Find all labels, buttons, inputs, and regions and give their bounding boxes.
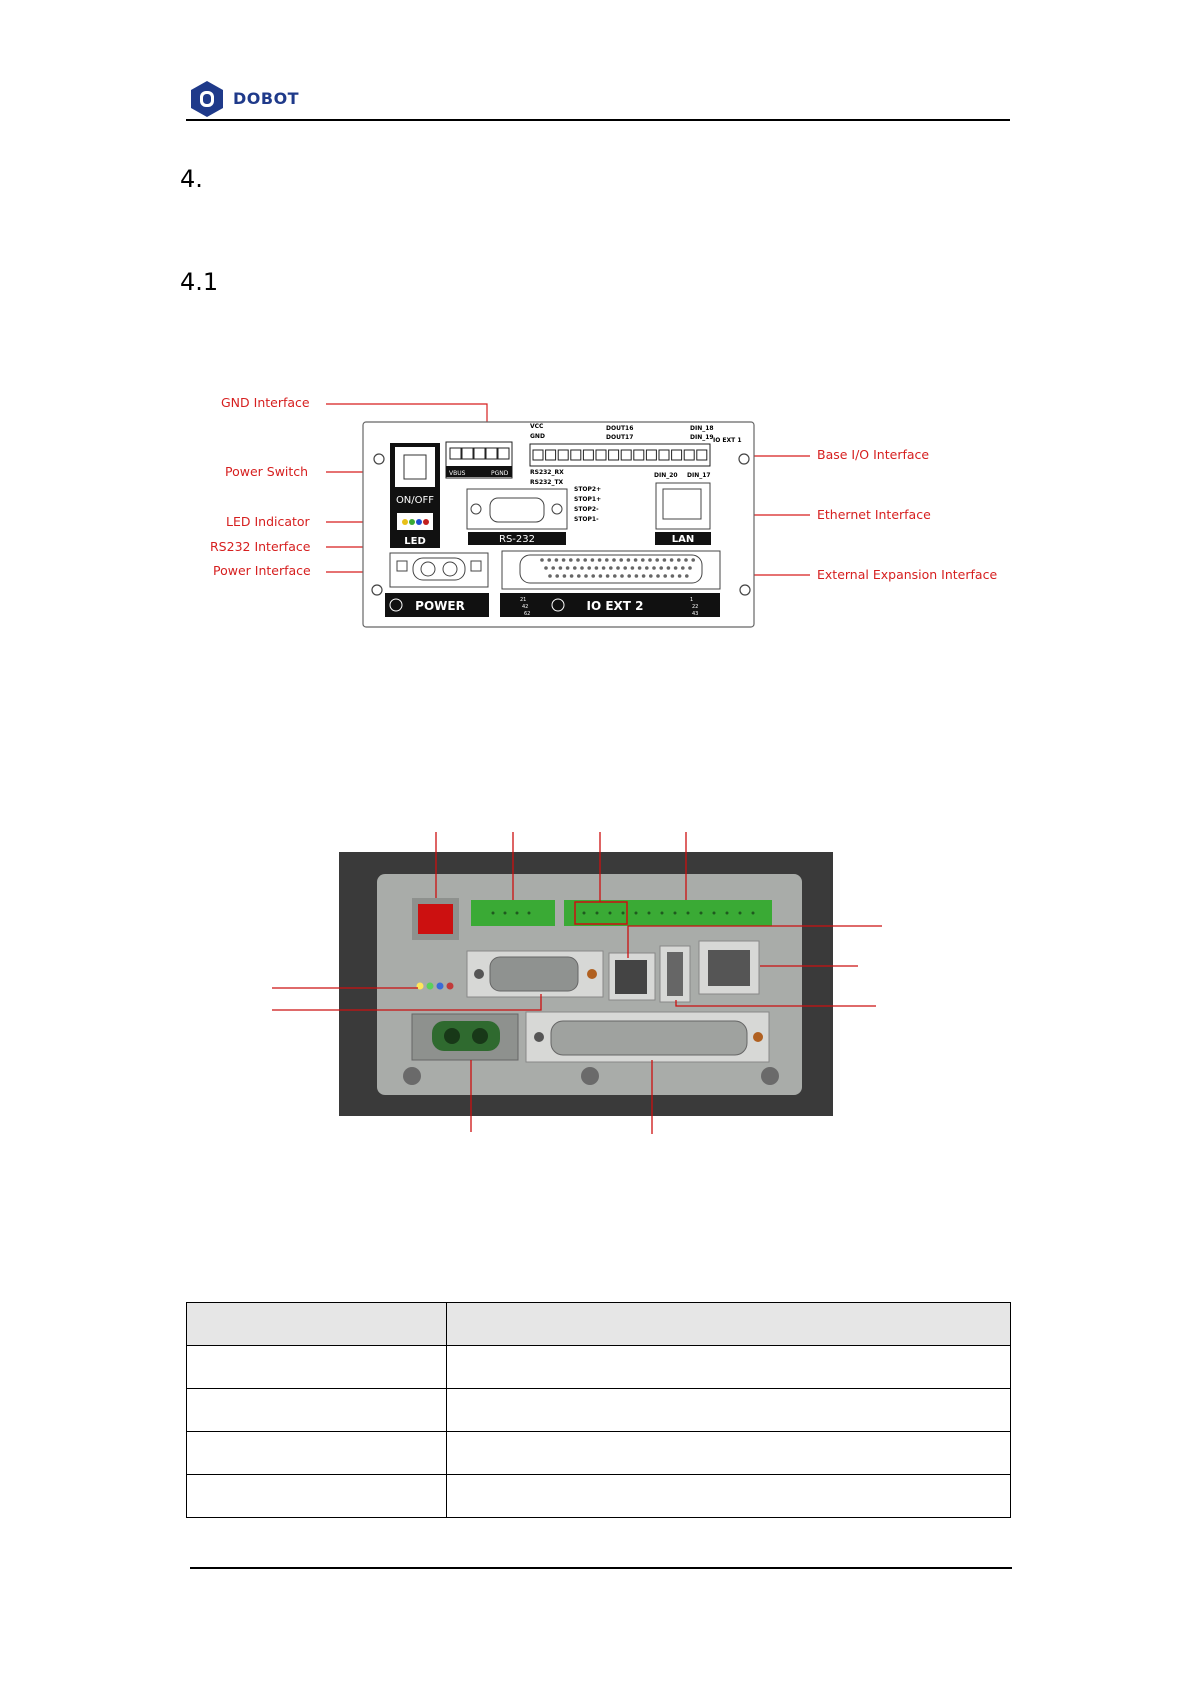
db-pin <box>634 558 638 562</box>
pin21-text: 21 <box>520 597 527 603</box>
table-cell <box>187 1346 447 1389</box>
db-pin <box>623 566 627 570</box>
footer-rule <box>190 1567 1012 1569</box>
table-cell <box>447 1389 1011 1432</box>
db-pin <box>612 558 616 562</box>
interface-table <box>186 1302 1011 1518</box>
terminal-hole <box>700 912 703 915</box>
db-pin <box>577 574 581 578</box>
db-pin <box>648 558 652 562</box>
db-pin <box>591 558 595 562</box>
interface-panel-diagram <box>0 0 1191 640</box>
terminal-hole <box>739 912 742 915</box>
db-pin <box>563 574 567 578</box>
db-pin <box>540 558 544 562</box>
db-pin <box>663 558 667 562</box>
db-pin <box>613 574 617 578</box>
ioext2-text: IO EXT 2 <box>586 599 644 613</box>
table-cell <box>187 1475 447 1518</box>
terminal-hole <box>492 912 495 915</box>
rs232rx-text: RS232_RX <box>530 469 564 476</box>
db-pin <box>681 566 685 570</box>
db-pin <box>583 558 587 562</box>
label-power-switch: Power Switch <box>225 464 309 479</box>
table-cell <box>447 1432 1011 1475</box>
db-pin <box>569 558 573 562</box>
db-pin <box>587 566 591 570</box>
db-pin <box>627 574 631 578</box>
table-cell <box>187 1389 447 1432</box>
db-pin <box>616 566 620 570</box>
brand-name: DOBOT <box>233 89 300 108</box>
terminal-hole <box>635 912 638 915</box>
table-cell <box>447 1303 1011 1346</box>
led-text: LED <box>404 536 426 547</box>
db-pin <box>551 566 555 570</box>
db-pin <box>598 558 602 562</box>
gnd-text: GND <box>530 433 545 440</box>
db-pin <box>580 566 584 570</box>
db-pin <box>599 574 603 578</box>
din20-text: DIN_20 <box>654 472 678 479</box>
din19-text: DIN_19 <box>690 434 714 441</box>
db-pin <box>544 566 548 570</box>
db-pin <box>631 566 635 570</box>
terminal-hole <box>622 912 625 915</box>
table-row <box>187 1346 1011 1389</box>
table-cell <box>187 1303 447 1346</box>
db-pin <box>655 558 659 562</box>
db-pin <box>667 566 671 570</box>
onoff-text: ON/OFF <box>395 495 435 506</box>
label-rs232-interface: RS232 Interface <box>210 539 311 554</box>
db-pin <box>674 566 678 570</box>
terminal-hole <box>752 912 755 915</box>
table-row <box>187 1475 1011 1518</box>
db-pin <box>670 558 674 562</box>
pin62-text: 62 <box>524 611 531 617</box>
section-heading-4-1: 4.1 <box>180 268 219 296</box>
section-heading-4: 4. <box>180 165 203 193</box>
table-cell <box>447 1475 1011 1518</box>
terminal-hole <box>504 912 507 915</box>
db-pin <box>547 558 551 562</box>
stop1p-text: STOP1+ <box>574 496 602 503</box>
table-cell <box>187 1432 447 1475</box>
db-pin <box>548 574 552 578</box>
terminal-hole <box>687 912 690 915</box>
db-pin <box>659 566 663 570</box>
db-pin <box>562 558 566 562</box>
pin1-text: 1 <box>690 597 694 603</box>
table-row <box>187 1432 1011 1475</box>
db-pin <box>627 558 631 562</box>
db-pin <box>663 574 667 578</box>
db-pin <box>606 574 610 578</box>
terminal-hole <box>674 912 677 915</box>
db-pin <box>678 574 682 578</box>
label-led-indicator: LED Indicator <box>226 514 310 529</box>
terminal-hole <box>596 912 599 915</box>
rs232-text: RS-232 <box>499 534 535 545</box>
pin42-text: 42 <box>522 604 529 610</box>
db-pin <box>591 574 595 578</box>
label-external-expansion-interface: External Expansion Interface <box>817 567 998 582</box>
terminal-hole <box>583 912 586 915</box>
label-ethernet-interface: Ethernet Interface <box>817 507 931 522</box>
ioext1-text: IO EXT 1 <box>713 437 742 444</box>
power-text: POWER <box>415 599 465 613</box>
terminal-hole <box>609 912 612 915</box>
label-base-io-interface: Base I/O Interface <box>817 447 930 462</box>
terminal-hole <box>528 912 531 915</box>
db-pin <box>573 566 577 570</box>
vbus-text: VBUS <box>449 470 466 477</box>
db-pin <box>576 558 580 562</box>
terminal-hole <box>726 912 729 915</box>
db-pin <box>652 566 656 570</box>
db-pin <box>609 566 613 570</box>
db-pin <box>584 574 588 578</box>
db-pin <box>649 574 653 578</box>
db-pin <box>555 574 559 578</box>
db-pin <box>555 558 559 562</box>
db-pin <box>685 574 689 578</box>
table-row <box>187 1389 1011 1432</box>
vcc-text: VCC <box>530 423 544 430</box>
pin43-text: 43 <box>692 611 699 617</box>
pin22-text: 22 <box>692 604 699 610</box>
rs232tx-text: RS232_TX <box>530 479 564 486</box>
table-cell <box>447 1346 1011 1389</box>
terminal-hole <box>713 912 716 915</box>
db-pin <box>677 558 681 562</box>
db-pin <box>688 566 692 570</box>
terminal-hole <box>516 912 519 915</box>
din18-text: DIN_18 <box>690 425 714 432</box>
db-pin <box>619 558 623 562</box>
db-pin <box>602 566 606 570</box>
db-pin <box>671 574 675 578</box>
controller-panel-photo <box>0 820 1191 1140</box>
db-pin <box>595 566 599 570</box>
lan-text: LAN <box>671 534 695 545</box>
db-pin <box>641 558 645 562</box>
stop2p-text: STOP2+ <box>574 486 602 493</box>
pgnd-text: PGND <box>491 470 509 477</box>
db-pin <box>570 574 574 578</box>
db-pin <box>638 566 642 570</box>
db-pin <box>691 558 695 562</box>
db-pin <box>656 574 660 578</box>
table-header-row <box>187 1303 1011 1346</box>
db-pin <box>645 566 649 570</box>
label-power-interface: Power Interface <box>213 563 311 578</box>
terminal-hole <box>661 912 664 915</box>
dout16-text: DOUT16 <box>606 425 634 432</box>
db-pin <box>635 574 639 578</box>
label-gnd-interface: GND Interface <box>221 395 310 410</box>
din17-text: DIN_17 <box>687 472 711 479</box>
terminal-hole <box>648 912 651 915</box>
db-pin <box>605 558 609 562</box>
db-pin <box>566 566 570 570</box>
stop1m-text: STOP1- <box>574 516 599 523</box>
db-pin <box>642 574 646 578</box>
db-pin <box>684 558 688 562</box>
db-pin <box>559 566 563 570</box>
dout17-text: DOUT17 <box>606 434 634 441</box>
stop2m-text: STOP2- <box>574 506 599 513</box>
db-pin <box>620 574 624 578</box>
